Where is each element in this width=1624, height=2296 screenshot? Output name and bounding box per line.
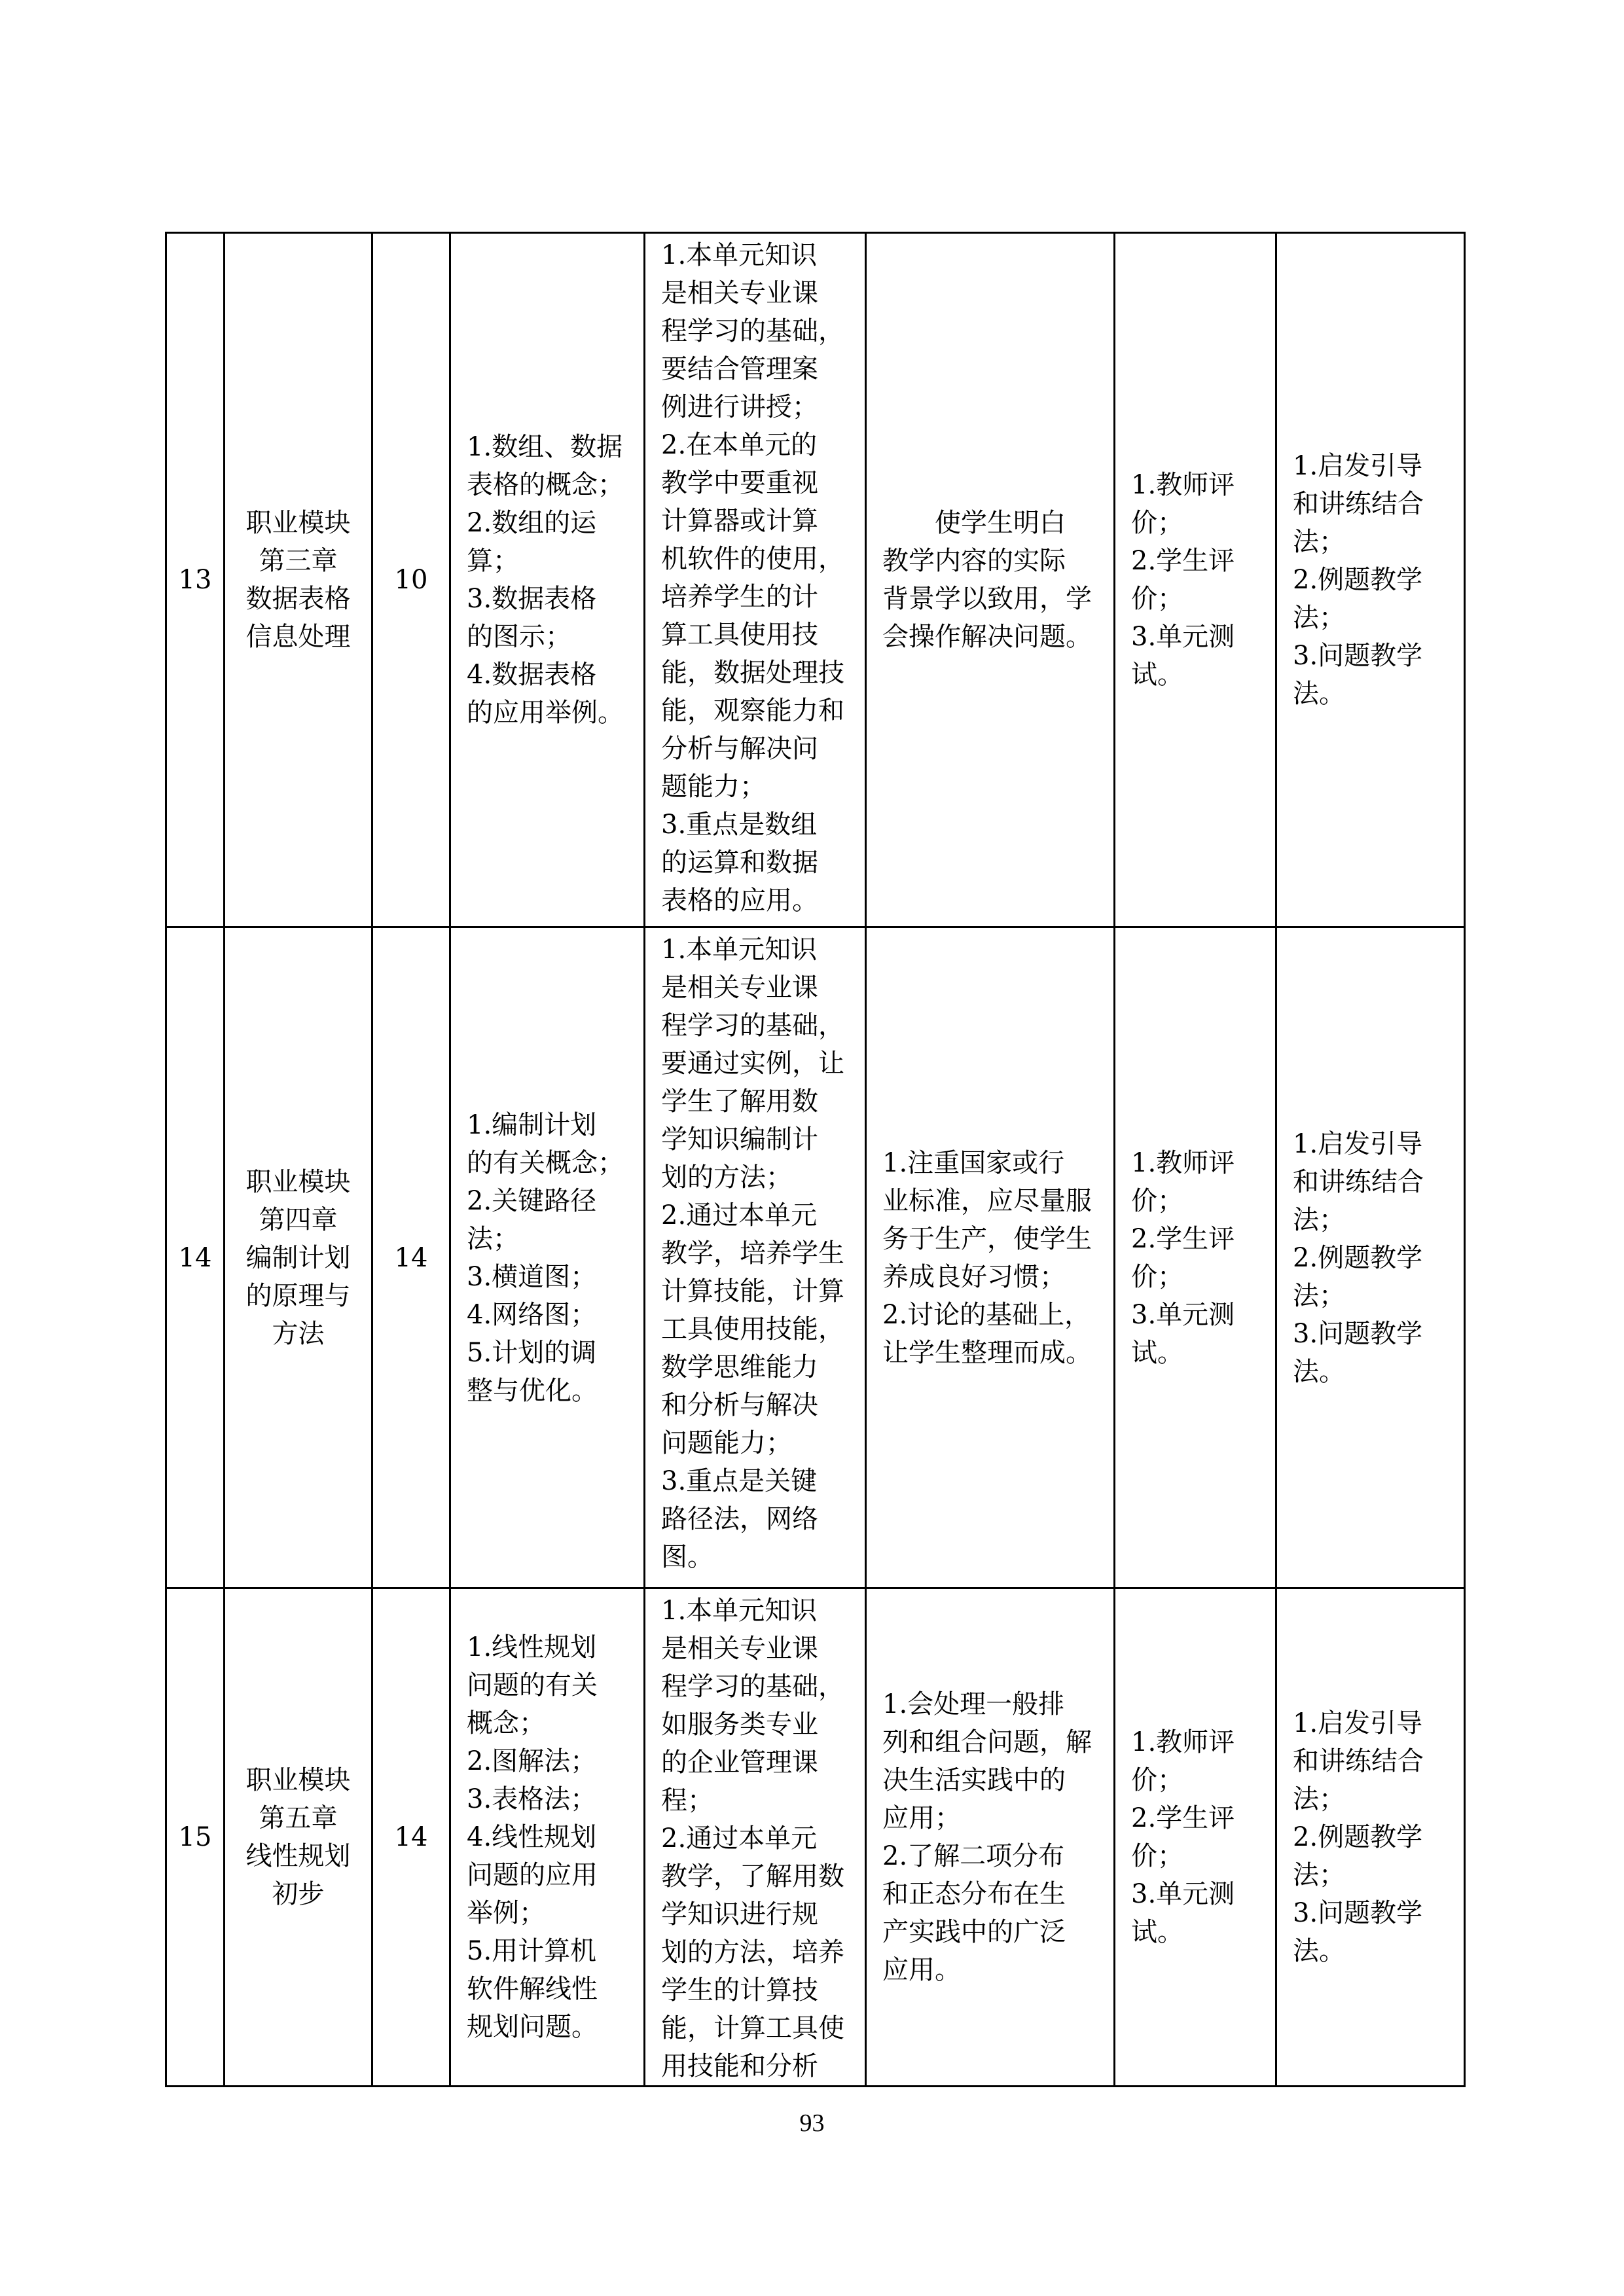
content-cell: [450, 233, 645, 927]
methods-cell: [1276, 1588, 1465, 2087]
cell-text-line: 2.例题教学: [1293, 565, 1423, 595]
cell-text-line: 价；: [1131, 1185, 1183, 1216]
cell-text-line: 应用；: [882, 1803, 961, 1833]
cell-text-line: 2.在本单元的: [661, 430, 818, 460]
module-cell: [225, 233, 372, 927]
cell-text-line: 养成良好习惯；: [882, 1261, 1066, 1292]
cell-text-line: 价；: [1131, 508, 1183, 538]
cell-text-line: 法；: [1293, 603, 1345, 633]
cell-text-line: 划的方法，培养: [661, 1937, 844, 1967]
methods-cell: [1276, 927, 1465, 1588]
cell-text-line: 2.数组的运: [467, 508, 597, 538]
unit-number-cell: 14: [166, 927, 225, 1588]
cell-text-line: 3.单元测: [1131, 622, 1235, 652]
cell-text-line: 的应用举例。: [467, 698, 624, 728]
requirements-cell: [645, 1588, 866, 2087]
cell-text-line: 3.问题教学: [1293, 1898, 1423, 1928]
cell-text-line: 2.学生评: [1131, 1803, 1235, 1833]
cell-text-line: 第三章: [259, 546, 338, 576]
cell-text-line: 4.网络图；: [467, 1299, 597, 1330]
cell-text-line: 2.例题教学: [1293, 1242, 1423, 1273]
cell-text-line: 试。: [1131, 1917, 1183, 1947]
cell-text-line: 的原理与: [245, 1280, 351, 1311]
cell-text-line: 规划问题。: [467, 2012, 598, 2042]
module-cell: [225, 1588, 372, 2087]
cell-text-line: 1.教师评: [1131, 1147, 1235, 1178]
cell-text-line: 工具使用技能，: [661, 1314, 844, 1344]
cell-text-line: 法；: [1293, 1860, 1345, 1890]
page-number: 93: [799, 2109, 825, 2137]
cell-text-line: 能，观察能力和: [661, 696, 844, 726]
cell-text-line: 教学中要重视: [661, 468, 818, 498]
cell-text-line: 价；: [1131, 1841, 1183, 1871]
cell-text-line: 2.例题教学: [1293, 1822, 1423, 1852]
unit-number-cell: 13: [166, 233, 225, 927]
cell-text-line: 3.表格法；: [467, 1784, 597, 1814]
module-cell: [225, 927, 372, 1588]
cell-text-line: 法。: [1293, 1936, 1345, 1966]
cell-text-line: 算工具使用技: [661, 620, 818, 650]
hours-cell: 10: [372, 233, 450, 927]
cell-text-line: 教学内容的实际: [882, 546, 1066, 576]
cell-text-line: 价；: [1131, 584, 1183, 614]
cell-text-line: 程；: [661, 1785, 713, 1816]
cell-text-line: 1.启发引导: [1293, 1708, 1423, 1738]
cell-text-line: 题能力；: [661, 772, 766, 802]
cell-text-line: 1.教师评: [1131, 1727, 1235, 1757]
cell-text-line: 2.学生评: [1131, 546, 1235, 576]
cell-text-line: 信息处理: [245, 622, 351, 652]
cell-text-line: 1.启发引导: [1293, 451, 1423, 481]
cell-text-line: 1.启发引导: [1293, 1128, 1423, 1159]
content-cell: [450, 927, 645, 1588]
cell-text-line: 问题的应用: [467, 1860, 598, 1890]
cell-text-line: 职业模块: [245, 1166, 351, 1197]
cell-text-line: 法；: [1293, 1280, 1345, 1311]
cell-text-line: 法；: [1293, 1784, 1345, 1814]
assessment-cell: [1115, 233, 1276, 927]
cell-text-line: 2.关键路径: [467, 1185, 597, 1216]
cell-text-line: 试。: [1131, 660, 1183, 690]
cell-text-line: 背景学以致用，学: [882, 584, 1092, 614]
cell-text-line: 5.计划的调: [467, 1337, 597, 1368]
cell-text-line: 2.了解二项分布: [882, 1841, 1065, 1871]
cell-text-line: 表格的应用。: [661, 886, 818, 916]
cell-text-line: 2.通过本单元: [661, 1200, 818, 1230]
curriculum-table: [165, 232, 1466, 2087]
cell-text-line: 学知识进行规: [661, 1899, 818, 1929]
cell-text-line: 职业模块: [245, 508, 351, 538]
cell-text-line: 2.学生评: [1131, 1223, 1235, 1254]
cell-text-line: 第五章: [259, 1803, 338, 1833]
cell-text-line: 务于生产，使学生: [882, 1223, 1092, 1254]
cell-text-line: 法；: [1293, 1204, 1345, 1235]
cell-text-line: 是相关专业课: [661, 1634, 818, 1664]
cell-text-line: 教学，培养学生: [661, 1238, 844, 1268]
cell-text-line: 1.编制计划: [467, 1109, 597, 1140]
cell-text-line: 和讲练结合: [1293, 1746, 1424, 1776]
cell-text-line: 用技能和分析: [661, 2051, 818, 2081]
cell-text-line: 和正态分布在生: [882, 1879, 1066, 1909]
cell-text-line: 1.会处理一般排: [882, 1689, 1065, 1719]
cell-text-line: 法。: [1293, 1356, 1345, 1387]
cell-text-line: 问题的有关: [467, 1670, 598, 1700]
cell-text-line: 划的方法；: [661, 1162, 792, 1193]
cell-text-line: 2.讨论的基础上，: [882, 1299, 1091, 1330]
cell-text-line: 2.图解法；: [467, 1746, 597, 1776]
cell-text-line: 1.数组、数据: [467, 432, 623, 462]
cell-text-line: 数据表格: [245, 584, 351, 614]
cell-text-line: 是相关专业课: [661, 278, 818, 308]
cell-text-line: 计算器或计算: [661, 506, 818, 536]
cell-text-line: 应用。: [882, 1955, 961, 1985]
cell-text-line: 数学思维能力: [661, 1352, 818, 1382]
requirements-cell: [645, 233, 866, 927]
cell-text-line: 要通过实例，让: [661, 1049, 844, 1079]
cell-text-line: 让学生整理而成。: [882, 1337, 1092, 1368]
cell-text-line: 会操作解决问题。: [882, 622, 1092, 652]
cell-text-line: 学知识编制计: [661, 1124, 818, 1155]
cell-text-line: 路径法，网络: [661, 1504, 818, 1534]
cell-text-line: 3.问题教学: [1293, 641, 1423, 671]
cell-text-line: 例进行讲授；: [661, 392, 818, 422]
requirements-cell: [645, 927, 866, 1588]
table-row: [166, 927, 1465, 1588]
cell-text-line: 法。: [1293, 679, 1345, 709]
cell-text-line: 1.本单元知识: [661, 1596, 818, 1626]
cell-text-line: 第四章: [259, 1204, 338, 1235]
cell-text-line: 算；: [467, 546, 519, 576]
cell-text-line: 3.横道图；: [467, 1261, 597, 1292]
cell-text-line: 价；: [1131, 1765, 1183, 1795]
cell-text-line: 线性规划: [245, 1841, 351, 1871]
methods-cell: [1276, 233, 1465, 927]
cell-text-line: 3.重点是关键: [661, 1466, 818, 1496]
cell-text-line: 是相关专业课: [661, 973, 818, 1003]
cell-text-line: 能，计算工具使: [661, 2013, 844, 2043]
cell-text-line: 软件解线性: [467, 1974, 598, 2004]
cell-text-line: 程学习的基础，: [661, 316, 844, 346]
cell-text-line: 培养学生的计: [661, 582, 818, 612]
cell-text-line: 4.线性规划: [467, 1822, 597, 1852]
cell-text-line: 学生的计算技: [661, 1975, 818, 2005]
cell-text-line: 价；: [1131, 1261, 1183, 1292]
cell-text-line: 学生了解用数: [661, 1086, 818, 1117]
cell-text-line: 分析与解决问: [661, 734, 818, 764]
table-row: [166, 233, 1465, 927]
cell-text-line: 计算技能，计算: [661, 1276, 844, 1306]
cell-text-line: 4.数据表格: [467, 660, 597, 690]
assessment-cell: [1115, 1588, 1276, 2087]
cell-text-line: 产实践中的广泛: [882, 1917, 1066, 1947]
cell-text-line: 试。: [1131, 1337, 1183, 1368]
cell-text-line: 法；: [467, 1223, 519, 1254]
cell-text-line: 使学生明白: [935, 508, 1066, 538]
cell-text-line: 的有关概念；: [467, 1147, 624, 1178]
ideology-cell: [866, 1588, 1115, 2087]
cell-text-line: 初步: [272, 1879, 325, 1909]
hours-cell: 14: [372, 1588, 450, 2087]
cell-text-line: 3.单元测: [1131, 1879, 1235, 1909]
cell-text-line: 和讲练结合: [1293, 1166, 1424, 1197]
cell-text-line: 程学习的基础，: [661, 1011, 844, 1041]
cell-text-line: 职业模块: [245, 1765, 351, 1795]
cell-text-line: 问题能力；: [661, 1428, 792, 1458]
cell-text-line: 能，数据处理技: [661, 658, 844, 688]
cell-text-line: 表格的概念；: [467, 470, 624, 500]
cell-text-line: 和分析与解决: [661, 1390, 818, 1420]
table-row: [166, 1588, 1465, 2087]
cell-text-line: 2.通过本单元: [661, 1823, 818, 1854]
unit-number-cell: 15: [166, 1588, 225, 2087]
cell-text-line: 程学习的基础，: [661, 1672, 844, 1702]
cell-text-line: 3.重点是数组: [661, 810, 818, 840]
cell-text-line: 列和组合问题，解: [882, 1727, 1092, 1757]
ideology-cell: [866, 233, 1115, 927]
assessment-cell: [1115, 927, 1276, 1588]
cell-text-line: 5.用计算机: [467, 1936, 597, 1966]
cell-text-line: 3.数据表格: [467, 584, 597, 614]
cell-text-line: 的图示；: [467, 622, 571, 652]
cell-text-line: 业标准，应尽量服: [882, 1185, 1092, 1216]
cell-text-line: 1.本单元知识: [661, 240, 818, 270]
cell-text-line: 1.本单元知识: [661, 935, 818, 965]
hours-cell: 14: [372, 927, 450, 1588]
cell-text-line: 1.注重国家或行: [882, 1147, 1065, 1178]
cell-text-line: 举例；: [467, 1898, 545, 1928]
cell-text-line: 要结合管理案: [661, 354, 818, 384]
cell-text-line: 概念；: [467, 1708, 545, 1738]
cell-text-line: 决生活实践中的: [882, 1765, 1066, 1795]
cell-text-line: 编制计划: [245, 1242, 351, 1273]
cell-text-line: 法；: [1293, 527, 1345, 557]
cell-text-line: 和讲练结合: [1293, 489, 1424, 519]
cell-text-line: 3.单元测: [1131, 1299, 1235, 1330]
cell-text-line: 的企业管理课: [661, 1748, 818, 1778]
cell-text-line: 教学，了解用数: [661, 1861, 844, 1892]
cell-text-line: 方法: [272, 1318, 325, 1349]
cell-text-line: 机软件的使用，: [661, 544, 844, 574]
cell-text-line: 如服务类专业: [661, 1710, 818, 1740]
ideology-cell: [866, 927, 1115, 1588]
cell-text-line: 1.教师评: [1131, 470, 1235, 500]
content-cell: [450, 1588, 645, 2087]
cell-text-line: 3.问题教学: [1293, 1318, 1423, 1349]
cell-text-line: 1.线性规划: [467, 1632, 597, 1662]
cell-text-line: 图。: [661, 1542, 713, 1572]
cell-text-line: 整与优化。: [467, 1375, 598, 1406]
cell-text-line: 的运算和数据: [661, 848, 818, 878]
